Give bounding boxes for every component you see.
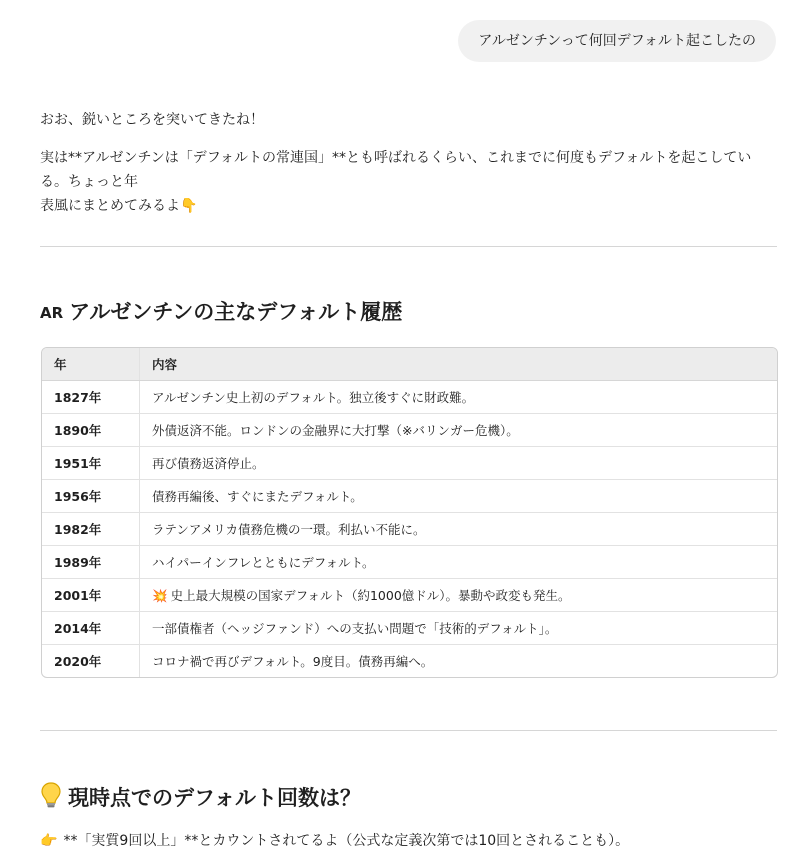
default-count-summary <box>40 830 629 852</box>
table-cell-year: 1827年 <box>42 381 140 414</box>
default-history-table <box>41 347 778 678</box>
table-cell-year: 1956年 <box>42 480 140 513</box>
user-message-bubble: アルゼンチンって何回デフォルト起こしたの <box>458 20 776 62</box>
table-cell-content: アルゼンチン史上初のデフォルト。独立後すぐに財政難。 <box>140 381 778 414</box>
section-heading-text: 現時点でのデフォルト回数は？ <box>68 786 361 810</box>
table-cell-content-text: 史上最大規模の国家デフォルト（約1000億ドル）。暴動や政変も発生。 <box>170 588 571 603</box>
table-cell-year: 2014年 <box>42 612 140 645</box>
column-header-content: 内容 <box>140 348 778 381</box>
default-count-summary-text: **「実質9回以上」**とカウントされてるよ（公式な定義次第では10回とされることも）。 <box>63 833 630 849</box>
column-header-year: 年 <box>42 348 140 381</box>
pointing-down-icon: 👇 <box>180 198 198 214</box>
assistant-paragraph-text: 実は**アルゼンチンは「デフォルトの常連国」**とも呼ばれるくらい、これまでに何度もデフォルトを起こしている。ちょっと年 表風にまとめてみるよ <box>40 150 752 214</box>
argentina-flag-icon: AR <box>40 304 64 322</box>
table-cell-content: ラテンアメリカ債務危機の一環。利払い不能に。 <box>140 513 778 546</box>
table-row <box>42 612 777 645</box>
table-cell-year: 2020年 <box>42 645 140 678</box>
section-heading-text: アルゼンチンの主なデフォルト履歴 <box>69 300 403 324</box>
assistant-intro: おお、鋭いところを突いてきたね！ <box>40 112 264 128</box>
pointing-right-icon: 👉 <box>40 833 58 849</box>
section-heading-default-count <box>40 781 361 817</box>
assistant-paragraph <box>40 146 777 218</box>
table-row <box>42 513 777 546</box>
section-divider <box>40 246 777 247</box>
table-cell-year: 1989年 <box>42 546 140 579</box>
table-cell-content <box>140 579 778 612</box>
table-row <box>42 546 777 579</box>
table-row <box>42 414 777 447</box>
table-cell-content: 再び債務返済停止。 <box>140 447 778 480</box>
table-row <box>42 645 777 678</box>
table-cell-content: ハイパーインフレとともにデフォルト。 <box>140 546 778 579</box>
table-row <box>42 579 777 612</box>
table-cell-content: 一部債権者（ヘッジファンド）への支払い問題で「技術的デフォルト」。 <box>140 612 778 645</box>
table-row <box>42 480 777 513</box>
table-cell-year: 2001年 <box>42 579 140 612</box>
table-cell-content: コロナ禍で再びデフォルト。9度目。債務再編へ。 <box>152 654 434 669</box>
table-row <box>42 447 777 480</box>
section-heading-default-history <box>40 297 402 328</box>
lightbulb-icon <box>40 781 62 817</box>
collision-icon: 💥 <box>152 588 168 603</box>
table-header-row <box>42 348 777 381</box>
table-cell-year: 1890年 <box>42 414 140 447</box>
section-divider <box>40 730 777 731</box>
table-cell-content: 債務再編後、すぐにまたデフォルト。 <box>140 480 778 513</box>
table-cell-content: 外債返済不能。ロンドンの金融界に大打撃（※バリンガー危機）。 <box>140 414 778 447</box>
table-cell-year: 1951年 <box>42 447 140 480</box>
table-cell-year: 1982年 <box>42 513 140 546</box>
table-row <box>42 381 777 414</box>
